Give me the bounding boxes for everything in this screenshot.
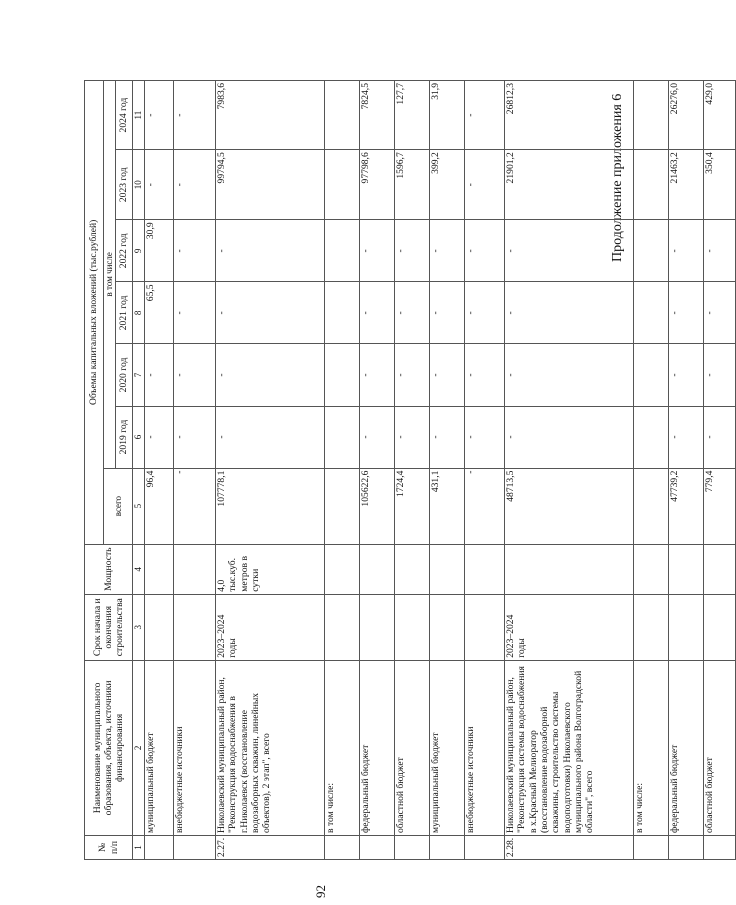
row-total: 48713,5 xyxy=(505,468,634,544)
row-year-value: 7983,6 xyxy=(216,81,325,150)
row-year-value: - xyxy=(465,220,505,282)
row-name: Николаевский муниципальный район, "Реконструкция системы водоснабжения в х.Красный Мелиоратор (восстановление водозаборной скважины, строительство системы водоподготовки) Николаевского муниципального района Волгоградской области", всего xyxy=(505,660,634,835)
row-capacity xyxy=(704,544,736,594)
row-year-value: 1596,7 xyxy=(395,150,430,220)
row-year-value: 399,2 xyxy=(430,150,465,220)
row-term xyxy=(395,594,430,660)
row-capacity xyxy=(430,544,465,594)
rotated-table-container xyxy=(84,80,715,860)
row-term xyxy=(430,594,465,660)
header-no: № п/п xyxy=(85,835,133,859)
row-year-value xyxy=(634,406,669,468)
row-capacity xyxy=(360,544,395,594)
row-year-value xyxy=(634,344,669,406)
row-year-value: - xyxy=(465,81,505,150)
table-row xyxy=(145,81,174,860)
table-row xyxy=(704,81,736,860)
table-row xyxy=(216,81,325,860)
row-year-value xyxy=(325,282,360,344)
continuation-caption: Продолжение приложения 6 xyxy=(610,93,625,262)
header-year: 2022 год xyxy=(116,220,133,282)
header-term: Срок начала и окончания строительства xyxy=(85,594,133,660)
row-year-value: - xyxy=(465,406,505,468)
row-year-value: 21901,2 xyxy=(505,150,634,220)
row-year-value: - xyxy=(505,220,634,282)
row-year-value: - xyxy=(430,344,465,406)
row-name: Николаевский муниципальный район, "Реконструкция водоснабжения в г.Николаевск (восстановление водозаборных скважин, линейных объектов), 2 этап", всего xyxy=(216,660,325,835)
row-capacity xyxy=(145,544,174,594)
row-year-value: - xyxy=(174,282,216,344)
header-year: 2020 год xyxy=(116,344,133,406)
row-year-value: - xyxy=(395,220,430,282)
row-year-value: - xyxy=(465,150,505,220)
row-year-value: - xyxy=(145,344,174,406)
row-year-value: - xyxy=(145,406,174,468)
col-number: 9 xyxy=(133,220,145,282)
row-name: областной бюджет xyxy=(395,660,430,835)
row-year-value: - xyxy=(360,220,395,282)
row-year-value: - xyxy=(669,282,704,344)
row-year-value xyxy=(325,150,360,220)
row-year-value: - xyxy=(505,282,634,344)
table-row xyxy=(325,81,360,860)
row-number xyxy=(704,835,736,859)
row-capacity xyxy=(634,544,669,594)
row-year-value: - xyxy=(669,344,704,406)
row-year-value: - xyxy=(216,282,325,344)
row-name: муниципальный бюджет xyxy=(145,660,174,835)
row-year-value: 30,9 xyxy=(145,220,174,282)
row-name: федеральный бюджет xyxy=(360,660,395,835)
row-year-value: 31,9 xyxy=(430,81,465,150)
row-year-value xyxy=(325,406,360,468)
row-year-value: - xyxy=(704,344,736,406)
header-year: 2023 год xyxy=(116,150,133,220)
row-capacity: 4,0 тыс.куб. метров в сутки xyxy=(216,544,325,594)
row-number: 2.28. xyxy=(505,835,634,859)
row-year-value: - xyxy=(216,406,325,468)
row-term xyxy=(634,594,669,660)
row-year-value: - xyxy=(505,344,634,406)
row-year-value: 97798,6 xyxy=(360,150,395,220)
row-total: 96,4 xyxy=(145,468,174,544)
row-term xyxy=(145,594,174,660)
row-total: 105622,6 xyxy=(360,468,395,544)
row-year-value: - xyxy=(704,220,736,282)
row-term xyxy=(360,594,395,660)
col-number: 5 xyxy=(133,468,145,544)
row-total xyxy=(634,468,669,544)
row-year-value xyxy=(634,282,669,344)
col-number: 8 xyxy=(133,282,145,344)
row-year-value: 429,0 xyxy=(704,81,736,150)
row-total: 779,4 xyxy=(704,468,736,544)
row-year-value xyxy=(325,220,360,282)
table-row xyxy=(634,81,669,860)
row-number xyxy=(395,835,430,859)
row-year-value: - xyxy=(669,220,704,282)
row-year-value: - xyxy=(174,150,216,220)
row-term: 2023–2024 годы xyxy=(505,594,634,660)
row-name: внебюджетные источники xyxy=(174,660,216,835)
header-incl: в том числе xyxy=(104,81,116,469)
row-year-value: - xyxy=(216,220,325,282)
row-term xyxy=(465,594,505,660)
table-row xyxy=(505,81,634,860)
row-year-value: 7824,5 xyxy=(360,81,395,150)
row-year-value: - xyxy=(360,406,395,468)
row-term: 2023–2024 годы xyxy=(216,594,325,660)
row-name: внебюджетные источники xyxy=(465,660,505,835)
row-number xyxy=(634,835,669,859)
row-year-value xyxy=(634,81,669,150)
row-name: в том числе: xyxy=(634,660,669,835)
header-year: 2024 год xyxy=(116,81,133,150)
row-year-value: 21463,2 xyxy=(669,150,704,220)
table-row xyxy=(465,81,505,860)
row-number xyxy=(465,835,505,859)
row-year-value: - xyxy=(430,282,465,344)
row-name: в том числе: xyxy=(325,660,360,835)
row-number: 2.27. xyxy=(216,835,325,859)
row-term xyxy=(704,594,736,660)
row-year-value: - xyxy=(174,220,216,282)
row-name: муниципальный бюджет xyxy=(430,660,465,835)
row-year-value: - xyxy=(465,344,505,406)
header-year: 2021 год xyxy=(116,282,133,344)
table-row xyxy=(174,81,216,860)
col-number: 4 xyxy=(133,544,145,594)
row-year-value: - xyxy=(145,150,174,220)
row-year-value: 127,7 xyxy=(395,81,430,150)
table-row xyxy=(395,81,430,860)
table-row xyxy=(360,81,395,860)
row-capacity xyxy=(669,544,704,594)
row-total: - xyxy=(465,468,505,544)
row-year-value: - xyxy=(704,282,736,344)
col-number: 2 xyxy=(133,660,145,835)
table-row xyxy=(430,81,465,860)
row-capacity xyxy=(505,544,634,594)
row-year-value: - xyxy=(669,406,704,468)
row-year-value: 26812,3 xyxy=(505,81,634,150)
capital-investment-table xyxy=(84,80,736,860)
col-number: 3 xyxy=(133,594,145,660)
row-year-value: 65,5 xyxy=(145,282,174,344)
col-number: 11 xyxy=(133,81,145,150)
header-total: всего xyxy=(104,468,133,544)
row-year-value: - xyxy=(395,406,430,468)
row-year-value: 26276,0 xyxy=(669,81,704,150)
row-name: областной бюджет xyxy=(704,660,736,835)
row-total: - xyxy=(174,468,216,544)
row-name: федеральный бюджет xyxy=(669,660,704,835)
row-total: 431,1 xyxy=(430,468,465,544)
row-year-value: - xyxy=(430,406,465,468)
col-number: 6 xyxy=(133,406,145,468)
row-number xyxy=(360,835,395,859)
row-term xyxy=(174,594,216,660)
row-year-value: - xyxy=(395,282,430,344)
row-year-value: 99794,5 xyxy=(216,150,325,220)
col-number: 1 xyxy=(133,835,145,859)
row-total: 107778,1 xyxy=(216,468,325,544)
row-number xyxy=(174,835,216,859)
row-year-value: - xyxy=(465,282,505,344)
row-year-value xyxy=(634,150,669,220)
page-number: 92 xyxy=(313,885,328,898)
row-year-value xyxy=(634,220,669,282)
row-number xyxy=(145,835,174,859)
row-year-value: - xyxy=(704,406,736,468)
row-year-value xyxy=(325,81,360,150)
row-number xyxy=(430,835,465,859)
row-year-value: - xyxy=(145,81,174,150)
header-year: 2019 год xyxy=(116,406,133,468)
row-term xyxy=(325,594,360,660)
col-number: 7 xyxy=(133,344,145,406)
row-capacity xyxy=(174,544,216,594)
col-number: 10 xyxy=(133,150,145,220)
row-term xyxy=(669,594,704,660)
row-year-value: - xyxy=(395,344,430,406)
row-total: 1724,4 xyxy=(395,468,430,544)
row-year-value: - xyxy=(505,406,634,468)
row-capacity xyxy=(395,544,430,594)
row-year-value: - xyxy=(174,81,216,150)
row-year-value: - xyxy=(360,344,395,406)
table-body xyxy=(145,81,736,860)
row-total xyxy=(325,468,360,544)
row-capacity xyxy=(465,544,505,594)
row-number xyxy=(669,835,704,859)
row-year-value: - xyxy=(216,344,325,406)
header-name: Наименование муниципального образования, объекта, источники финансирования xyxy=(85,660,133,835)
row-year-value: - xyxy=(174,406,216,468)
table-row xyxy=(669,81,704,860)
row-total: 47739,2 xyxy=(669,468,704,544)
row-year-value: 350,4 xyxy=(704,150,736,220)
header-volumes: Объемы капитальных вложений (тыс.рублей) xyxy=(85,81,104,545)
row-number xyxy=(325,835,360,859)
header-capacity: Мощность xyxy=(85,544,133,594)
row-year-value xyxy=(325,344,360,406)
row-year-value: - xyxy=(430,220,465,282)
row-year-value: - xyxy=(174,344,216,406)
row-capacity xyxy=(325,544,360,594)
row-year-value: - xyxy=(360,282,395,344)
